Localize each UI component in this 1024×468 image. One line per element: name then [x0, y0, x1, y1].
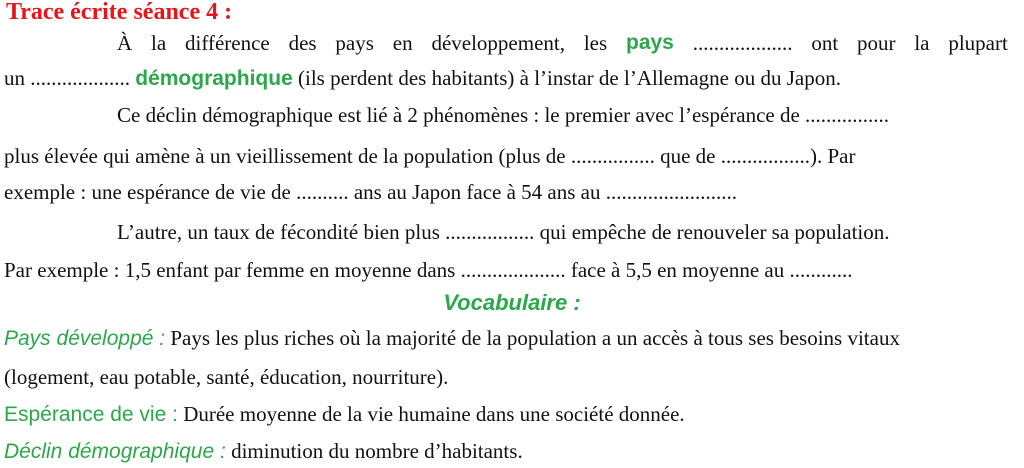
word: en [392, 31, 413, 55]
vocab-entry-pays-developpe [4, 325, 1016, 352]
word: pays [335, 31, 374, 55]
word: ont [811, 31, 839, 55]
word: des [288, 31, 317, 55]
paragraph-3-line-2: Par exemple : 1,5 enfant par femme en moyenne dans .................... face à 5,5 en moyenne au ............ [4, 258, 853, 282]
vocab-term: Espérance de vie : [4, 403, 178, 426]
word: un [4, 66, 25, 90]
vocab-entry-declin-demographique [4, 438, 1016, 465]
vocab-definition: Pays les plus riches où la majorité de la population a un accès à tous ses besoins vitaux [170, 326, 900, 350]
sentence-rest: (ils perdent des habitants) à l’instar de l’Allemagne ou du Japon. [298, 66, 841, 90]
vocab-definition: diminution du nombre d’habitants. [231, 439, 523, 463]
word: pour [857, 31, 896, 55]
fill-blank: ................... [30, 66, 130, 90]
word: la [914, 31, 930, 55]
vocabulary-heading: Vocabulaire : [443, 290, 581, 315]
keyword-pays: pays [626, 31, 674, 54]
fill-blank: ................... [692, 31, 793, 55]
vocab-term: Déclin démographique : [4, 440, 226, 463]
word: plupart [948, 31, 1008, 55]
vocab-entry-continuation: (logement, eau potable, santé, éducation, nourriture). [4, 365, 449, 389]
paragraph-3-line-1: L’autre, un taux de fécondité bien plus ................. qui empêche de renouveler sa population. [117, 220, 890, 244]
vocab-definition: Durée moyenne de la vie humaine dans une société donnée. [183, 402, 685, 426]
paragraph-2-line-1: Ce déclin démographique est lié à 2 phénomènes : le premier avec l’espérance de ................ [117, 103, 890, 127]
word: À [117, 31, 133, 55]
vocab-entry-esperance-de-vie [4, 401, 1016, 428]
paragraph-2-line-2: plus élevée qui amène à un vieillissement de la population (plus de ................ que de .................). Par [4, 144, 856, 168]
vocab-term: Pays développé : [4, 327, 166, 350]
word: la [151, 31, 167, 55]
word: différence [185, 31, 270, 55]
paragraph-2-line-3: exemple : une espérance de vie de .......... ans au Japon face à 54 ans au ......................... [4, 180, 738, 204]
keyword-demographique: démographique [135, 67, 293, 90]
page-title: Trace écrite séance 4 : [6, 0, 233, 25]
paragraph-1-line-1 [117, 30, 1008, 56]
paragraph-1-line-2 [4, 65, 1016, 92]
word: développement, [431, 31, 565, 55]
word: les [583, 31, 608, 55]
